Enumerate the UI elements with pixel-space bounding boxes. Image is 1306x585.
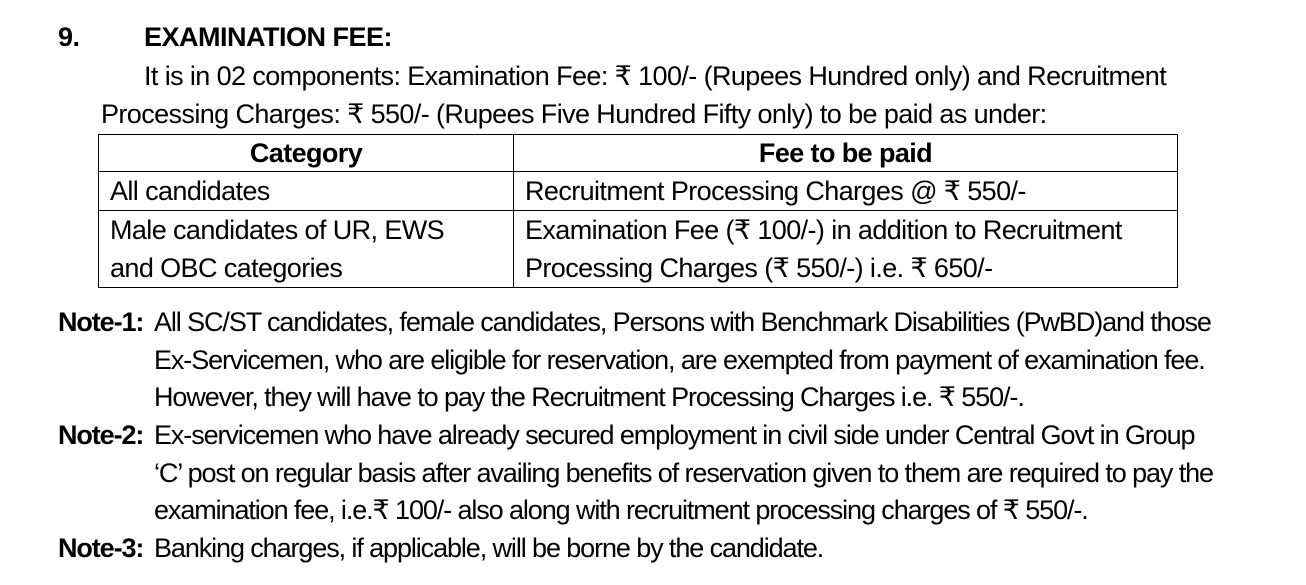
note-line: Ex-servicemen who have already secured employment in civil side under Central Govt in Group bbox=[154, 420, 1195, 450]
table-header-row bbox=[99, 135, 1178, 172]
note-label: Note-1: bbox=[58, 307, 144, 337]
note-3 bbox=[58, 530, 1238, 568]
note-label: Note-2: bbox=[58, 420, 144, 450]
category-cell bbox=[99, 211, 514, 288]
table-row bbox=[99, 172, 1178, 211]
table-row bbox=[99, 211, 1178, 288]
section-title: EXAMINATION FEE: bbox=[144, 22, 392, 52]
fee-cell bbox=[514, 211, 1178, 288]
intro-line-1: It is in 02 components: Examination Fee: ₹ 100/- (Rupees Hundred only) and Recruitment bbox=[144, 61, 1167, 91]
note-1 bbox=[58, 304, 1238, 417]
note-text bbox=[154, 417, 1238, 530]
cell-line: Male candidates of UR, EWS bbox=[110, 215, 445, 245]
section-number: 9. bbox=[58, 22, 80, 52]
cell-line: Recruitment Processing Charges @ ₹ 550/- bbox=[525, 176, 1026, 206]
note-label: Note-3: bbox=[58, 533, 144, 563]
fee-cell bbox=[514, 172, 1178, 211]
cell-line: and OBC categories bbox=[110, 253, 343, 283]
header-category: Category bbox=[99, 135, 514, 172]
note-2 bbox=[58, 417, 1238, 530]
cell-line: Examination Fee (₹ 100/-) in addition to Recruitment bbox=[525, 215, 1122, 245]
cell-line: Processing Charges (₹ 550/-) i.e. ₹ 650/- bbox=[525, 253, 993, 283]
note-line: examination fee, i.e.₹ 100/- also along with recruitment processing charges of ₹ 550/-. bbox=[154, 495, 1088, 525]
note-text bbox=[154, 530, 1238, 568]
header-fee: Fee to be paid bbox=[514, 135, 1178, 172]
category-cell bbox=[99, 172, 514, 211]
note-line: All SC/ST candidates, female candidates, Persons with Benchmark Disabilities (PwBD)and those bbox=[154, 307, 1211, 337]
fee-table bbox=[98, 134, 1178, 288]
cell-line: All candidates bbox=[110, 176, 270, 206]
note-line: However, they will have to pay the Recruitment Processing Charges i.e. ₹ 550/-. bbox=[154, 382, 1024, 412]
note-text bbox=[154, 304, 1238, 417]
intro-line-2: Processing Charges: ₹ 550/- (Rupees Five Hundred Fifty only) to be paid as under: bbox=[101, 99, 1047, 129]
note-line: Banking charges, if applicable, will be borne by the candidate. bbox=[154, 533, 824, 563]
note-line: ‘C’ post on regular basis after availing benefits of reservation given to them are required to pay the bbox=[154, 457, 1213, 488]
note-line: Ex-Servicemen, who are eligible for reservation, are exempted from payment of examination fee. bbox=[154, 344, 1205, 375]
